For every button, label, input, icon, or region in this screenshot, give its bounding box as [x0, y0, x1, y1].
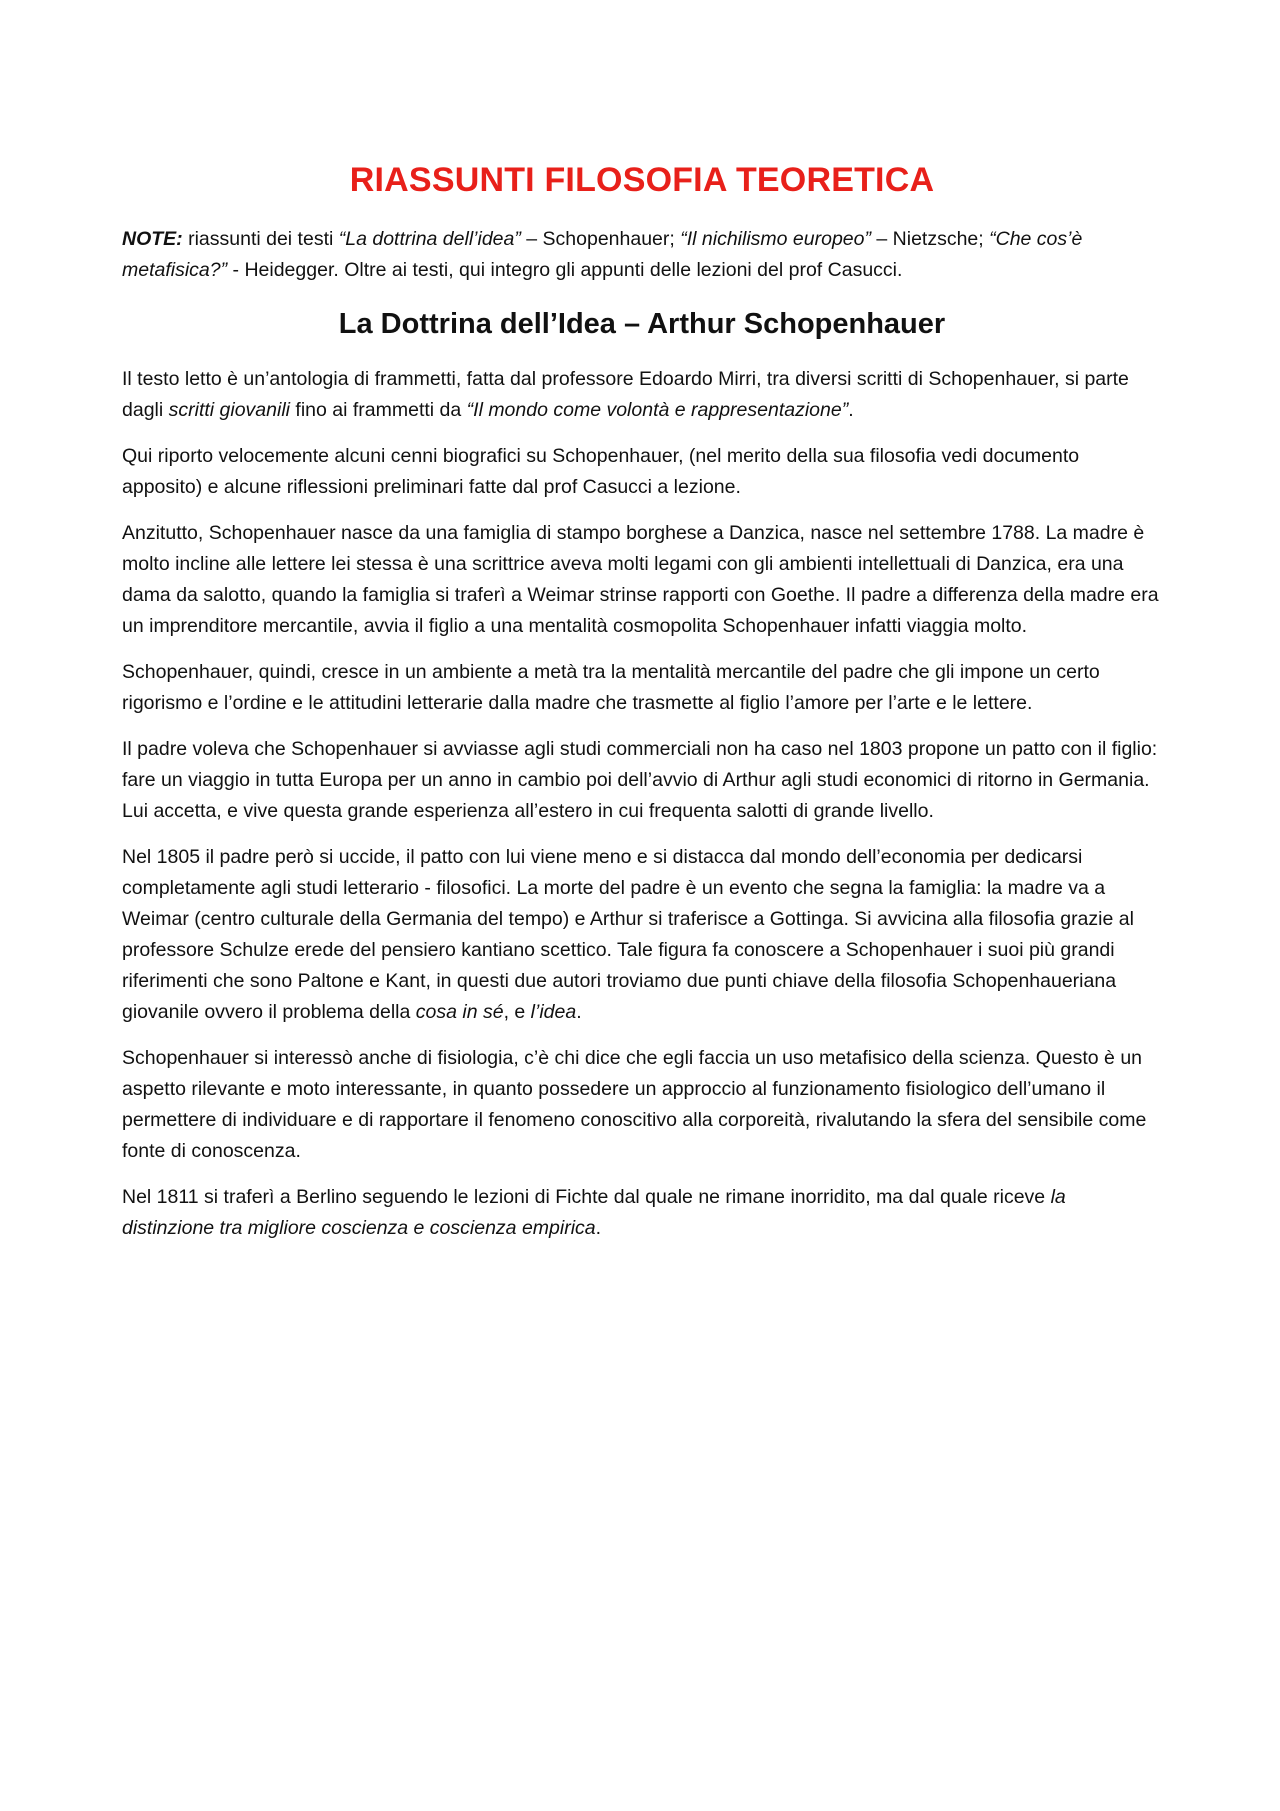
paragraph-4: Schopenhauer, quindi, cresce in un ambiente a metà tra la mentalità mercantile del padre che gli impone un certo rigorismo e l’ordine e le attitudini letterarie dalla madre che trasmette al figlio l’amore per l’arte e le lettere.: [122, 661, 1100, 714]
note-label: NOTE:: [122, 228, 183, 250]
paragraph-6: Nel 1805 il padre però si uccide, il patto con lui viene meno e si distacca dal mondo dell’economia per dedicarsi completamente agli studi letterario - filosofici. La morte del padre è un evento che segna la famiglia: la madre va a Weimar (centro culturale della Germania del tempo) e Arthur si traferisce a Gottinga. Si avvicina alla filosofia grazie al professore Schulze erede del pensiero kantiano scettico. Tale figura fa conoscere a Schopenhauer i suoi più grandi riferimenti che sono Paltone e Kant, in questi due autori troviamo due punti chiave della filosofia Schopenhaueriana giovanile ovvero il problema della cosa in sé, e l’idea.: [122, 846, 1134, 1023]
section-title: La Dottrina dell’Idea – Arthur Schopenhauer: [338, 308, 946, 340]
paragraph-3: Anzitutto, Schopenhauer nasce da una famiglia di stampo borghese a Danzica, nasce nel settembre 1788. La madre è molto incline alle lettere lei stessa è una scrittrice aveva molti legami con gli ambienti intellettuali di Danzica, era una dama da salotto, quando la famiglia si traferì a Weimar strinse rapporti con Goethe. Il padre a differenza della madre era un imprenditore mercantile, avvia il figlio a una mentalità cosmopolita Schopenhauer infatti viaggia molto.: [122, 522, 1159, 637]
document-page: [122, 160, 1162, 1259]
paragraph-5: Il padre voleva che Schopenhauer si avviasse agli studi commerciali non ha caso nel 1803 propone un patto con il figlio: fare un viaggio in tutta Europa per un anno in cambio poi dell’avvio di Arthur agli studi economici di ritorno in Germania. Lui accetta, e vive questa grande esperienza all’estero in cui frequenta salotti di grande livello.: [122, 738, 1158, 822]
paragraph-1: Il testo letto è un’antologia di frammetti, fatta dal professore Edoardo Mirri, tra diversi scritti di Schopenhauer, si parte dagli scritti giovanili fino ai frammetti da “Il mondo come volontà e rappresentazione”.: [122, 368, 1129, 421]
paragraph-2: Qui riporto velocemente alcuni cenni biografici su Schopenhauer, (nel merito della sua filosofia vedi documento apposito) e alcune riflessioni preliminari fatte dal prof Casucci a lezione.: [122, 445, 1080, 498]
paragraph-8: Nel 1811 si traferì a Berlino seguendo le lezioni di Fichte dal quale ne rimane inorridito, ma dal quale riceve la distinzione tra migliore coscienza e coscienza empirica.: [122, 1186, 1066, 1239]
document-title: RIASSUNTI FILOSOFIA TEORETICA: [349, 161, 935, 199]
paragraph-7: Schopenhauer si interessò anche di fisiologia, c’è chi dice che egli faccia un uso metafisico della scienza. Questo è un aspetto rilevante e moto interessante, in quanto possedere un approccio al funzionamento fisiologico dell’umano il permettere di individuare e di rapportare il fenomeno conoscitivo alla corporeità, rivalutando la sfera del sensibile come fonte di conoscenza.: [122, 1047, 1147, 1162]
note-paragraph: NOTE: riassunti dei testi “La dottrina dell’idea” – Schopenhauer; “Il nichilismo europeo” – Nietzsche; “Che cos’è metafisica?” - Heidegger. Oltre ai testi, qui integro gli appunti delle lezioni del prof Casucci.: [122, 228, 1083, 281]
